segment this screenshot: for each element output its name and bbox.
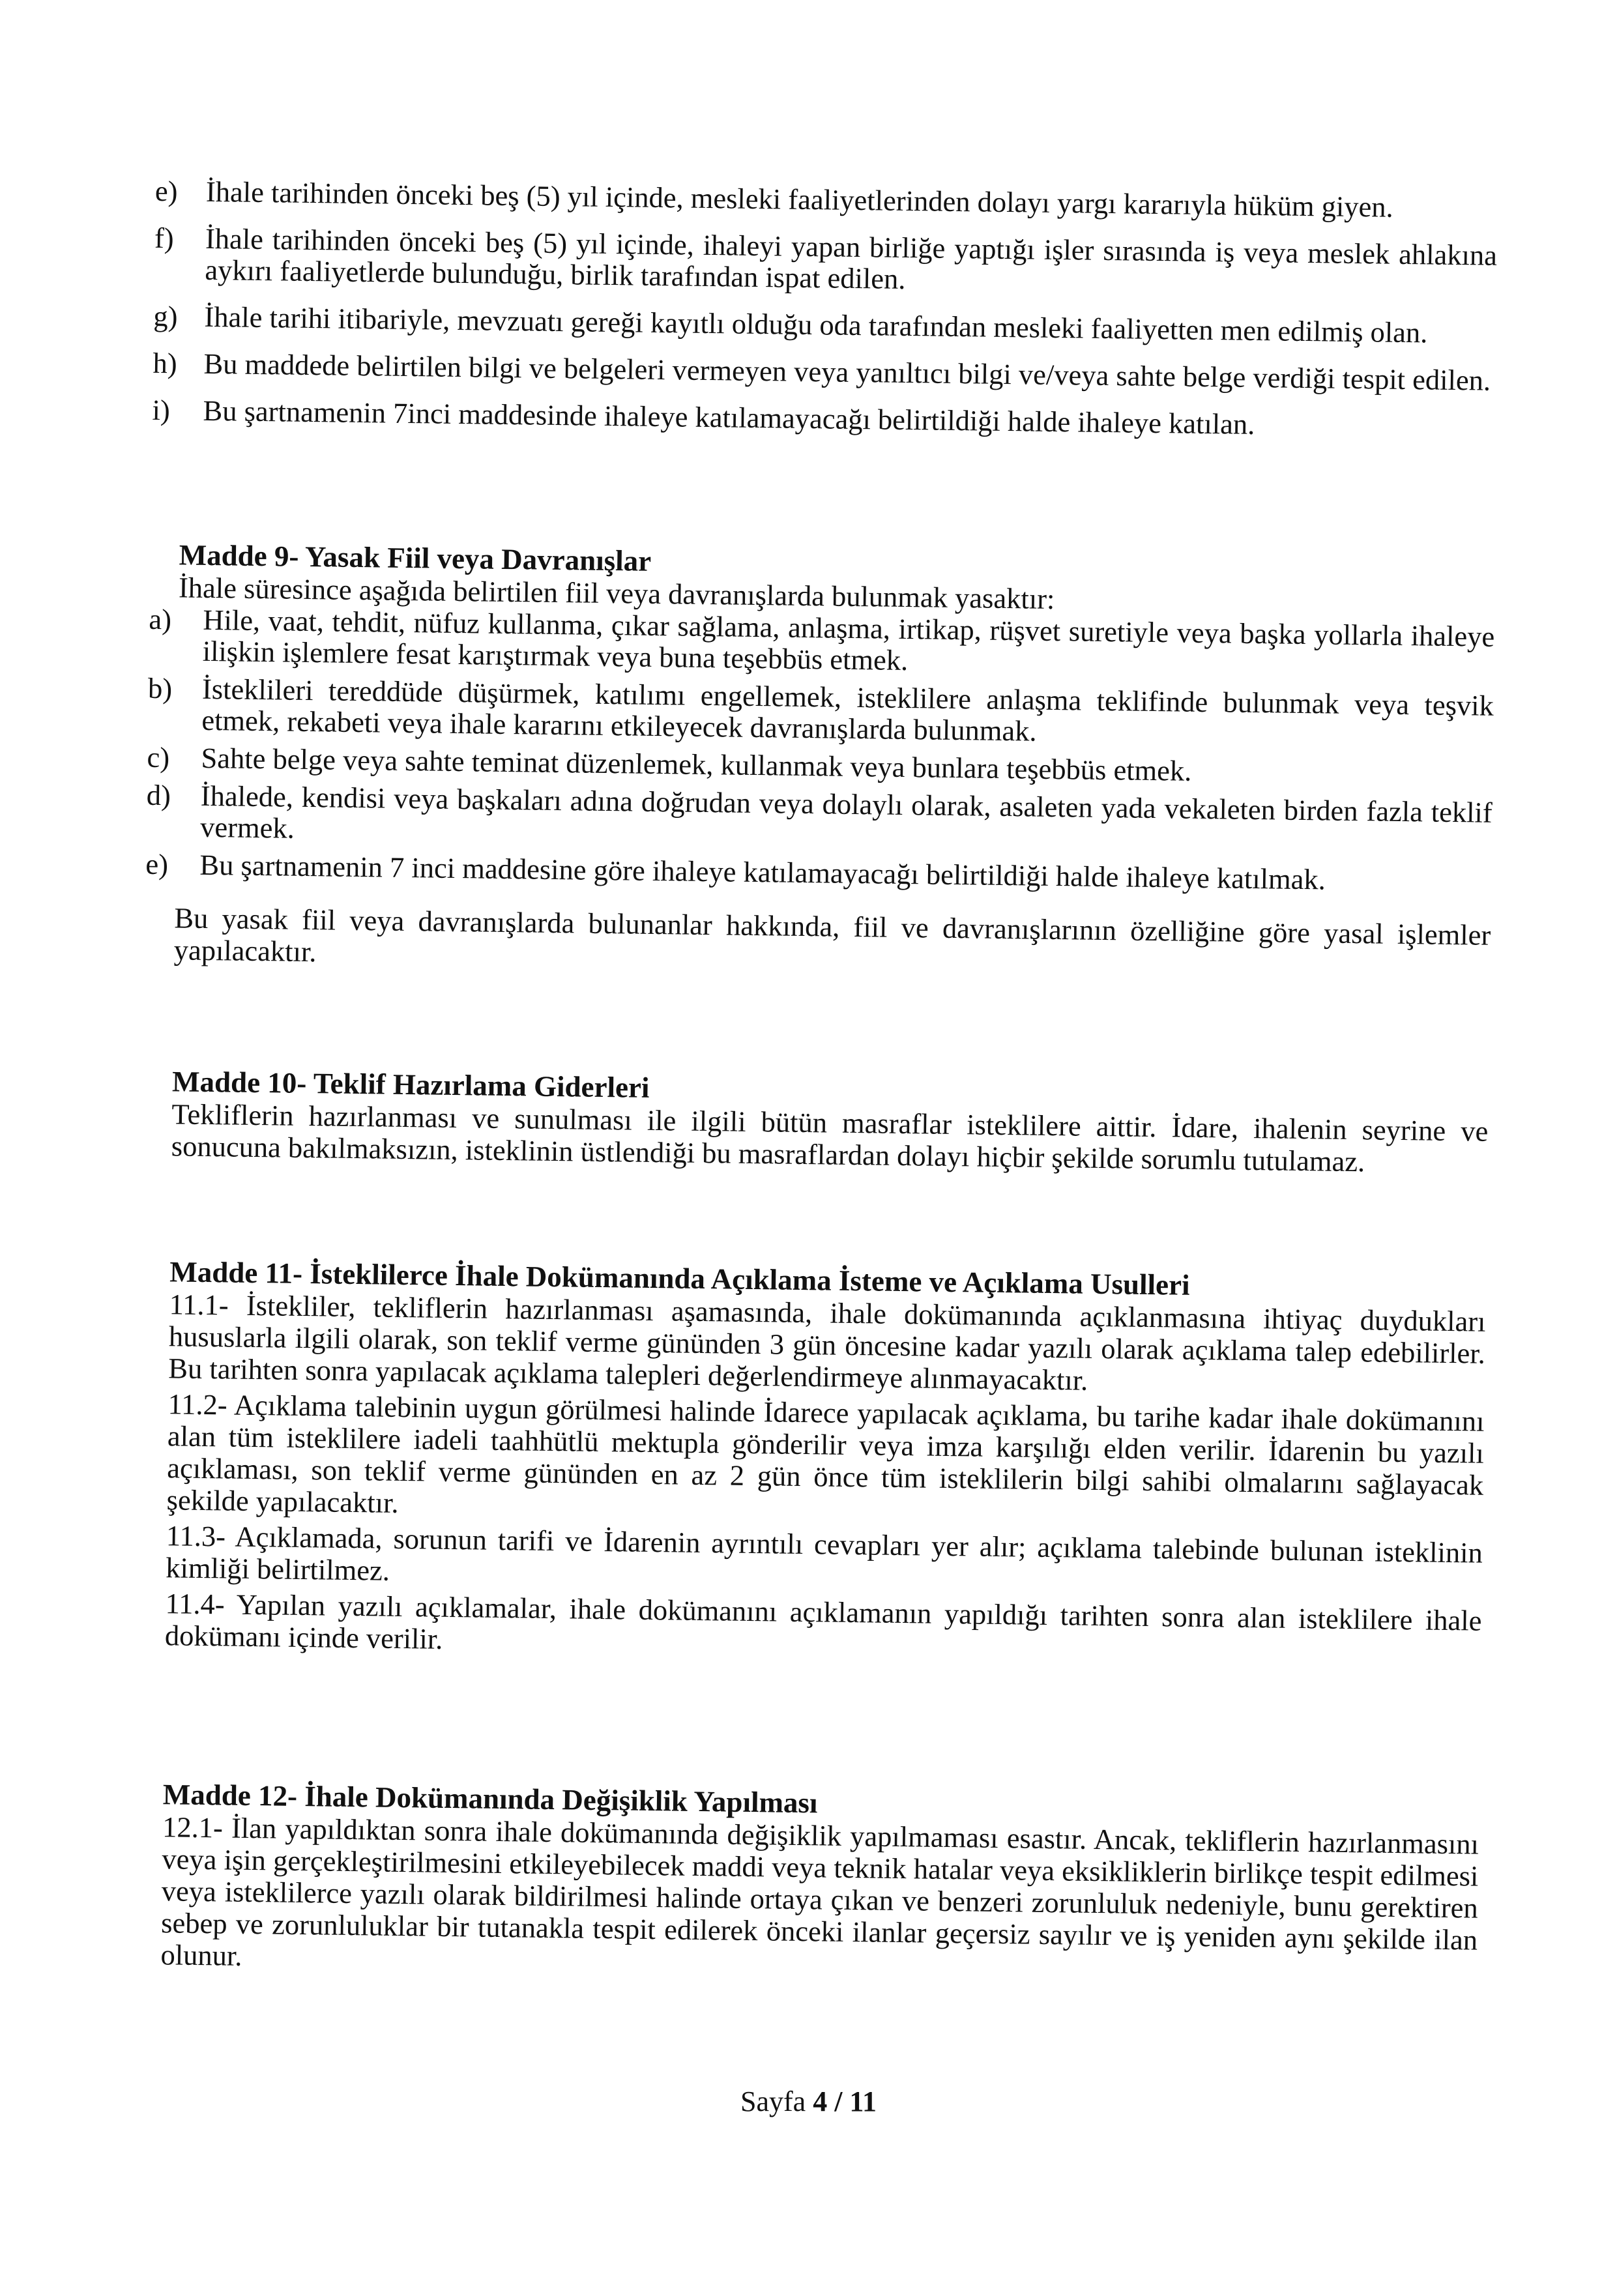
list-marker: d)	[146, 778, 171, 812]
section-body: Tekliflerin hazırlanması ve sunulması ile ilgili bütün masraflar isteklilere aittir. İdare, ihalenin seyrine ve sonucuna bakılmaksızın, isteklinin üstlendiği bu masraflardan dolayı hiçbir şekilde sorumlu tutulamaz.	[171, 1097, 1489, 1178]
list-item-f	[154, 222, 1497, 302]
list-marker: e)	[145, 847, 169, 881]
list-item-i	[152, 394, 1494, 443]
paragraph-11-3: 11.3- Açıklamada, sorunun tarifi ve İdarenin ayrıntılı cevapları yer alır; açıklama talebinde bulunan isteklinin kimliği belirtilmez.	[166, 1519, 1483, 1587]
section-heading: Madde 11- İsteklilerce İhale Dokümanında Açıklama İsteme ve Açıklama Usulleri	[169, 1255, 1190, 1301]
list-item-e	[155, 175, 1498, 224]
page-number	[0, 2085, 1617, 2118]
disqualification-list	[152, 175, 1498, 459]
list-marker: b)	[147, 671, 173, 705]
list-marker: g)	[153, 299, 178, 333]
list-item-text: Sahte belge veya sahte teminat düzenlemek, kullanmak veya bunlara teşebbüs etmek.	[201, 741, 1192, 787]
list-item-text: Bu maddede belirtilen bilgi ve belgeleri vermeyen veya yanıltıcı bilgi ve/veya sahte belge verdiği tespit edilen.	[203, 347, 1491, 397]
list-item-text: İsteklileri tereddüde düşürmek, katılımı engellemek, isteklilere anlaşma teklifinde bulunmak veya teşvik etmek, rekabeti veya ihale kararını etkileyecek davranışlarda bulunmak.	[201, 672, 1494, 748]
section-heading: Madde 12- İhale Dokümanında Değişiklik Yapılması	[162, 1778, 818, 1820]
page-number-prefix: Sayfa	[740, 2085, 813, 2117]
list-item-text: İhale tarihinden önceki beş (5) yıl içinde, ihaleyi yapan birliğe yaptığı işler sırasında iş veya meslek ahlakına aykırı faaliyetlerde bulunduğu, birlik tarafından ispat edilen.	[205, 222, 1498, 295]
list-item-text: İhale tarihi itibariyle, mevzuatı gereği kayıtlı olduğu oda tarafından mesleki faaliyetten men edilmiş olan.	[204, 300, 1428, 349]
page-number-total: 11	[849, 2085, 877, 2117]
madde-9-section	[145, 538, 1495, 983]
section-intro: İhale süresince aşağıda belirtilen fiil veya davranışlarda bulunmak yasaktır:	[178, 571, 1055, 616]
list-item-text: Hile, vaat, tehdit, nüfuz kullanma, çıkar sağlama, anlaşma, irtikap, rüşvet suretiyle veya başka yollarla ihaleye ilişkin işlemlere fesat karıştırmak veya buna teşebbüs etmek.	[202, 603, 1495, 677]
list-marker: e)	[154, 174, 178, 208]
paragraph-11-2: 11.2- Açıklama talebinin uygun görülmesi halinde İdarece yapılacak açıklama, bu tarihe kadar ihale dokümanını alan tüm isteklilere iadeli taahhütlü mektupla gönderilir veya imza karşılığı elden verilir. İdarenin bu yazılı açıklaması, son teklif verme gününden en az 2 gün önce tüm isteklilerin bilgi sahibi olmalarını sağlayacak şekilde yapılacaktır.	[166, 1388, 1485, 1519]
list-item-h	[153, 347, 1495, 396]
list-item-text: İhale tarihinden önceki beş (5) yıl içinde, mesleki faaliyetlerinden dolayı yargı kararıyla hüküm giyen.	[205, 175, 1394, 224]
list-item-d	[146, 779, 1493, 860]
list-item-text: Bu şartnamenin 7inci maddesinde ihaleye katılamayacağı belirtildiği halde ihaleye katılan.	[203, 394, 1255, 441]
list-item-b	[147, 673, 1494, 753]
section-closing: Bu yasak fiil veya davranışlarda bulunanlar hakkında, fiil ve davranışlarının özelliğine göre yasal işlemler yapılacaktır.	[173, 901, 1491, 968]
list-marker: c)	[147, 740, 170, 774]
madde-11-section	[165, 1255, 1487, 1668]
page-number-current: 4	[813, 2085, 828, 2117]
page-number-separator: /	[827, 2085, 850, 2117]
list-marker: h)	[153, 346, 177, 380]
madde-12-section	[160, 1777, 1479, 1988]
list-marker: a)	[149, 602, 172, 636]
list-item-g	[153, 300, 1496, 349]
paragraph-11-4: 11.4- Yapılan yazılı açıklamalar, ihale dokümanını açıklamanın yapıldığı tarihten sonra alan isteklilere ihale dokümanı içinde verilir.	[164, 1587, 1482, 1655]
list-item-text: İhalede, kendisi veya başkaları adına doğrudan veya dolaylı olarak, asaleten yada vekaleten birden fazla teklif vermek.	[199, 779, 1493, 845]
paragraph-11-1: 11.1- İstekliler, tekliflerin hazırlanması aşamasında, ihale dokümanında açıklanmasına ihtiyaç duydukları hususlarla ilgili olarak, son teklif verme gününden 3 gün öncesine kadar yazılı olarak açıklama talep edebilirler. Bu tarihten sonra yapılacak açıklama talepleri değerlendirmeye alınmayacaktır.	[168, 1288, 1486, 1397]
list-marker: i)	[152, 393, 171, 427]
list-item-text: Bu şartnamenin 7 inci maddesine göre ihaleye katılamayacağı belirtildiği halde ihaleye katılmak.	[199, 848, 1326, 896]
list-marker: f)	[154, 221, 175, 255]
section-heading: Madde 10- Teklif Hazırlama Giderleri	[171, 1065, 650, 1104]
section-heading: Madde 9- Yasak Fiil veya Davranışlar	[179, 538, 652, 577]
prohibited-acts-list	[145, 603, 1494, 897]
madde-10-section	[171, 1064, 1489, 1179]
section-body: 12.1- İlan yapıldıktan sonra ihale dokümanında değişiklik yapılmaması esastır. Ancak, tekliflerin hazırlanmasını veya işin gerçekleştirilmesini etkileyebilecek maddi veya teknik hatalar veya eksikliklerin birlikçe tespit edilmesi veya isteklilerce yazılı olarak bildirilmesi halinde ortaya çıkan ve benzeri zorunluluk nedeniyle, bunu gerektiren sebep ve zorunluluklar bir tutanakla tespit edilerek önceki ilanlar geçersiz sayılır ve iş yeniden aynı şekilde ilan olunur.	[160, 1810, 1479, 1972]
